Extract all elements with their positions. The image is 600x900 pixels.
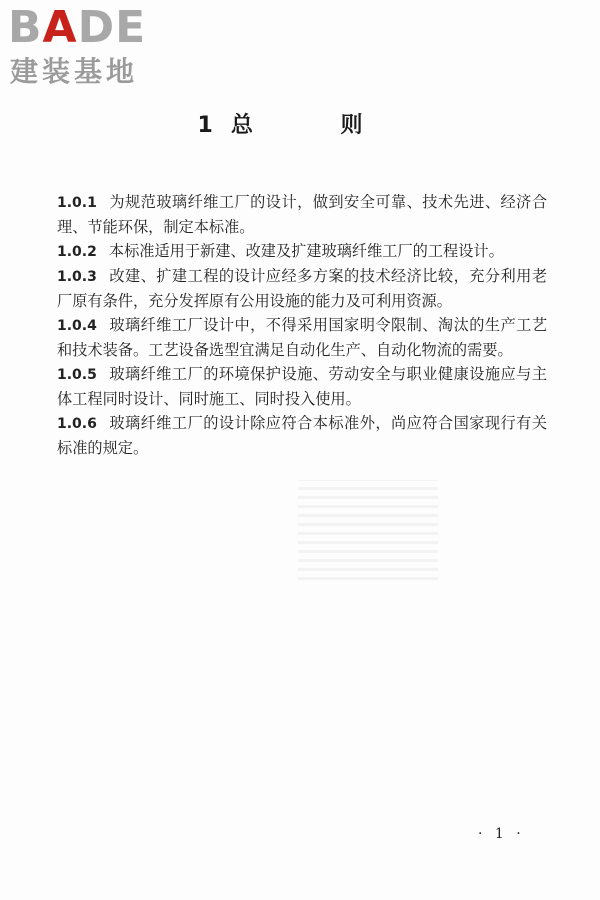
logo-wordmark-accent: A <box>42 2 78 53</box>
faint-stamp-mark <box>298 480 438 580</box>
clause-text: 玻璃纤维工厂的设计除应符合本标准外，尚应符合国家现行有关标准的规定。 <box>57 414 547 457</box>
chapter-title: 总 则 <box>230 113 403 138</box>
clause <box>57 411 547 460</box>
clause <box>57 362 547 411</box>
clause-number: 1.0.1 <box>57 195 97 211</box>
logo-wordmark <box>8 4 146 52</box>
clause-list <box>57 190 547 460</box>
clause <box>57 264 547 313</box>
logo-subtitle: 建装基地 <box>10 55 139 88</box>
clause-text: 本标准适用于新建、改建及扩建玻璃纤维工厂的工程设计。 <box>108 242 504 260</box>
clause-text: 为规范玻璃纤维工厂的设计，做到安全可靠、技术先进、经济合理、节能环保，制定本标准。 <box>57 193 547 236</box>
bade-logo <box>8 4 178 90</box>
clause-number: 1.0.4 <box>57 318 97 334</box>
clause-text: 玻璃纤维工厂的环境保护设施、劳动安全与职业健康设施应与主体工程同时设计、同时施工、同时投入使用。 <box>57 365 547 408</box>
logo-wordmark-suffix: DE <box>77 2 147 53</box>
clause <box>57 313 547 362</box>
clause-text: 玻璃纤维工厂设计中，不得采用国家明令限制、淘汰的生产工艺和技术装备。工艺设备选型宜满足自动化生产、自动化物流的需要。 <box>57 316 547 359</box>
chapter-heading <box>0 112 600 140</box>
clause-number: 1.0.6 <box>57 416 97 432</box>
clause <box>57 239 547 264</box>
clause <box>57 190 547 239</box>
logo-wordmark-prefix: B <box>8 2 43 53</box>
page-number: · 1 · <box>478 826 525 842</box>
clause-number: 1.0.5 <box>57 367 97 383</box>
clause-text: 改建、扩建工程的设计应经多方案的技术经济比较，充分利用老厂原有条件，充分发挥原有公用设施的能力及可利用资源。 <box>57 267 547 310</box>
chapter-number: 1 <box>197 113 213 138</box>
clause-number: 1.0.3 <box>57 269 97 285</box>
clause-number: 1.0.2 <box>57 244 97 260</box>
